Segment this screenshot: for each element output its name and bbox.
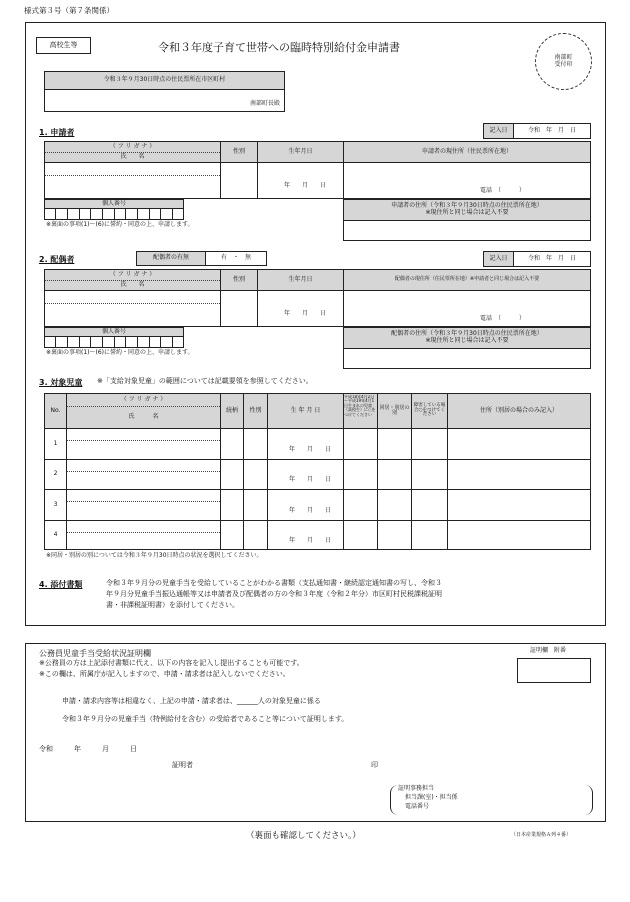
col-dob: 生 年 月 日 xyxy=(290,406,321,414)
col-name: 氏 名 xyxy=(128,412,159,420)
child-name-field[interactable] xyxy=(67,429,220,459)
spouse-entry-label: 記入日 xyxy=(483,251,514,267)
spouse-note: ※裏面の事項(1)～(6)に誓約・同意の上、申請します。 xyxy=(46,349,194,356)
child-name-field[interactable] xyxy=(67,490,220,520)
spouse-presence-label: 配偶者の有無 xyxy=(136,251,206,266)
children-footnote: ※同居・別居の別については令和３年９月30日時点の状況を選択してください。 xyxy=(46,552,263,559)
residence-header: 令和３年９月30日時点の住民票所在市区町村 xyxy=(44,71,285,90)
spouse-furigana-label: （ フ リ ガ ナ ） xyxy=(109,270,156,278)
children-hint: ※「支給対象児童」の範囲については記載要領を参照してください。 xyxy=(97,377,313,385)
spouse-address-label: 配偶者の現住所（住民票所在地）※申請者と同じ場合は記入不要 xyxy=(394,276,540,283)
stamp-line2: 受付印 xyxy=(554,60,573,68)
form-title: 令和３年度子育て世帯への臨時特別給付金申請書 xyxy=(158,41,400,54)
section-spouse: 2. 配偶者 xyxy=(39,255,75,264)
applicant-name-field[interactable] xyxy=(45,163,220,198)
applicant-addr2-line1: 申請者の住所（令和３年９月30日時点の住民票所在地） xyxy=(391,202,543,210)
spouse-gender-label: 性別 xyxy=(232,275,245,283)
child-name-field[interactable] xyxy=(67,521,220,550)
office-line1: 証明事務担当 xyxy=(398,785,435,792)
certification-title: 公務員児童手当受給状況証明欄 xyxy=(39,649,151,658)
col-cohabit: 同居・別居の別 xyxy=(379,404,410,416)
certifier-label: 証明者 xyxy=(172,761,193,769)
spouse-dob-field[interactable]: 年 月 日 xyxy=(284,310,327,317)
applicant-addr2-line2: ※現住所と同じ場合は記入不要 xyxy=(425,209,509,216)
section-children: 3. 対象児童 xyxy=(39,378,83,387)
attachments-line3: 書・非課税証明書）を添付してください。 xyxy=(106,601,239,609)
spouse-id-label: 個人番号 xyxy=(44,327,184,337)
applicant-phone: 電話 （ ） xyxy=(480,187,526,195)
spouse-addr2-line2: ※現住所と同じ場合は記入不要 xyxy=(425,337,509,344)
applicant-id-label: 個人番号 xyxy=(44,199,184,209)
col-highschool-note: 平成18年4月2日～平成19年4月1日生まれの児童（高校生）に○をつけてください xyxy=(344,395,376,417)
spouse-addr2-header xyxy=(343,327,591,349)
office-line3: 電話番号 xyxy=(405,803,430,810)
child-row-no: 4 xyxy=(53,531,58,539)
applicant-name-label: 氏 名 xyxy=(120,152,145,160)
certification-note1: ※公務員の方は上記添付書類に代え、以下の内容を記入し提出することも可能です。 xyxy=(39,659,304,667)
child-row-no: 3 xyxy=(53,500,58,508)
child-name-field[interactable] xyxy=(67,460,220,489)
stamp-line1: 南部町 xyxy=(554,53,573,61)
child-row-no: 2 xyxy=(53,470,58,478)
residence-field[interactable] xyxy=(44,89,285,112)
applicant-entry-label: 記入日 xyxy=(483,123,514,139)
spouse-presence-select[interactable]: 有 ・ 無 xyxy=(205,251,267,266)
spouse-addr2-field[interactable] xyxy=(343,348,591,369)
applicant-address-field[interactable] xyxy=(344,163,590,198)
col-gender: 性別 xyxy=(249,406,262,414)
applicant-furigana-label: （ フ リ ガ ナ ） xyxy=(109,142,156,150)
col-furigana: （ フ リ ガ ナ ） xyxy=(120,395,167,403)
certification-body2: 令和３年９月分の児童手当（特例給付を含む）の受給者であること等について証明します。 xyxy=(62,715,349,723)
certification-date[interactable]: 令和 年 月 日 xyxy=(39,745,137,753)
spouse-name-label: 氏 名 xyxy=(120,280,145,288)
child-dob-field[interactable]: 年 月 日 xyxy=(289,537,332,544)
col-relation: 続柄 xyxy=(225,406,238,414)
spouse-address-field[interactable] xyxy=(344,291,590,326)
office-line2: 担当課(室)・担当係 xyxy=(405,794,458,801)
certification-note2: ※この欄は、所属庁が記入しますので、申請・請求者は記入しないでください。 xyxy=(39,670,290,678)
form-number: 様式第３号（第７条関係） xyxy=(24,6,114,15)
applicant-addr2-header xyxy=(343,199,591,221)
spouse-dob-label: 生年月日 xyxy=(288,275,313,283)
mayor-label: 南部町長殿 xyxy=(249,100,280,108)
col-address: 住所（別居の場合のみ記入） xyxy=(479,406,558,414)
applicant-note: ※裏面の事項(1)～(6)に誓約・同意の上、申請します。 xyxy=(46,221,194,228)
back-side-note: （裏面も確認してください。） xyxy=(246,831,361,841)
applicant-gender-field[interactable] xyxy=(221,163,257,198)
section-applicant: 1. 申請者 xyxy=(39,128,75,137)
reception-stamp-circle xyxy=(535,33,592,90)
applicant-address-label: 申請者の現住所（住民票所在地） xyxy=(421,147,512,155)
child-dob-field[interactable]: 年 月 日 xyxy=(289,446,332,453)
certification-number-field[interactable] xyxy=(517,658,591,683)
spouse-addr2-line1: 配偶者の住所（令和３年９月30日時点の住民票所在地） xyxy=(391,330,543,338)
applicant-dob-label: 生年月日 xyxy=(288,147,313,155)
applicant-entry-date[interactable]: 令和 年 月 日 xyxy=(513,123,591,139)
paper-standard: （日本産業規格Ａ列４番） xyxy=(511,832,572,838)
child-row-no: 1 xyxy=(53,439,58,447)
applicant-addr2-field[interactable] xyxy=(343,220,591,241)
applicant-gender-label: 性別 xyxy=(232,147,245,155)
spouse-entry-date[interactable]: 令和 年 月 日 xyxy=(513,251,591,267)
certification-body1: 申請・請求内容等は相違なく、上記の申請・請求者は、______人の対象児童に係る xyxy=(62,697,321,705)
col-no: No. xyxy=(50,406,61,414)
spouse-phone: 電話 （ ） xyxy=(480,315,526,323)
col-disability: 障害している場合○をつけてください xyxy=(413,402,446,418)
applicant-dob-field[interactable]: 年 月 日 xyxy=(284,182,327,189)
certification-badge: 証明欄 附番 xyxy=(530,647,567,654)
child-dob-field[interactable]: 年 月 日 xyxy=(289,507,332,514)
attachments-line2: 年９月分児童手当振込通帳等又は申請者及び配偶者の方の令和３年度（令和２年分）市区町村民税課税証明 xyxy=(106,590,442,598)
spouse-gender-field[interactable] xyxy=(221,291,257,326)
seal-label: 印 xyxy=(371,761,378,769)
section-attachments: 4. 添付書類 xyxy=(39,580,83,589)
child-dob-field[interactable]: 年 月 日 xyxy=(289,476,332,483)
spouse-name-field[interactable] xyxy=(45,291,220,326)
category-badge: 高校生等 xyxy=(36,37,91,54)
attachments-line1: 令和３年９月分の児童手当を受給していることがわかる書類（支払通知書・継続認定通知書の写し、令和３ xyxy=(106,579,442,587)
